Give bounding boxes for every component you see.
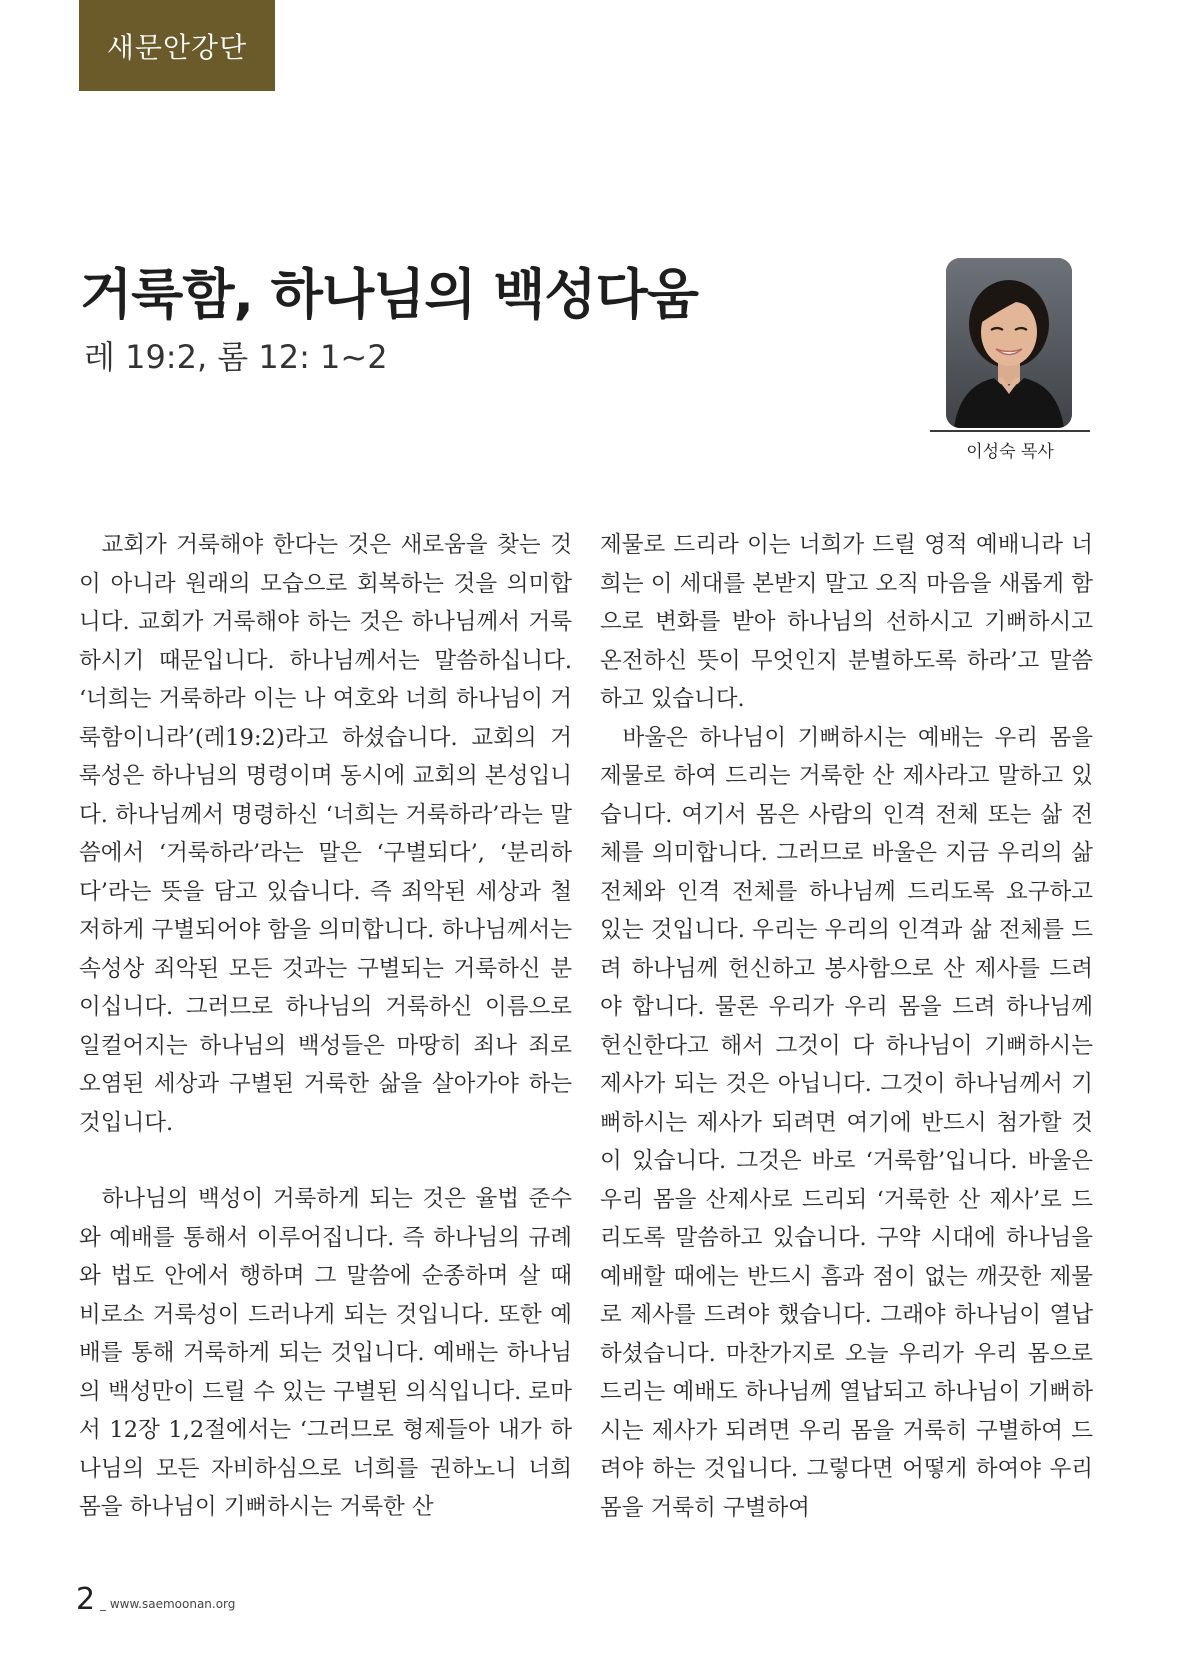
paragraph: 제물로 드리라 이는 너희가 드릴 영적 예배니라 너희는 이 세대를 본받지 말고 오직 마음을 새롭게 함으로 변화를 받아 하나님의 선하시고 기뻐하시고 온전하신 뜻이 무엇인지 분별하도록 하라’고 말씀하고 있습니다. bbox=[600, 532, 1093, 712]
page-number: 2 bbox=[76, 1582, 96, 1617]
paragraph: 교회가 거룩해야 한다는 것은 새로움을 찾는 것이 아니라 원래의 모습으로 회복하는 것을 의미합니다. 교회가 거룩해야 하는 것은 하나님께서 거룩하시기 때문입니다. 하나님께서는 말씀하십니다. ‘너희는 거룩하라 이는 나 여호와 너희 하나님이 거룩함이니라’(레19:2)라고 하셨습니다. 교회의 거룩성은 하나님의 명령이며 동시에 교회의 본성입니다. 하나님께서 명령하신 ‘너희는 거룩하라’라는 말씀에서 ‘거룩하라’라는 말은 ‘구별되다’, ‘분리하다’라는 뜻을 담고 있습니다. 즉 죄악된 세상과 철저하게 구별되어야 함을 의미합니다. 하나님께서는 속성상 죄악된 모든 것과는 구별되는 거룩하신 분이십니다. 그러므로 하나님의 거룩하신 이름으로 일컬어지는 하나님의 백성들은 마땅히 죄나 죄로 오염된 세상과 구별된 거룩한 삶을 살아가야 하는 것입니다. bbox=[79, 532, 572, 1136]
body-column-right bbox=[600, 526, 1093, 1527]
body-column-left bbox=[79, 526, 572, 1527]
scripture-reference: 레 19:2, 롬 12: 1~2 bbox=[84, 338, 388, 376]
portrait-image bbox=[946, 258, 1072, 428]
author-photo bbox=[946, 258, 1072, 428]
paragraph: 하나님의 백성이 거룩하게 되는 것은 율법 준수와 예배를 통해서 이루어집니다. 즉 하나님의 규례와 법도 안에서 행하며 그 말씀에 순종하며 살 때 비로소 거룩성이 드러나게 되는 것입니다. 또한 예배를 통해 거룩하게 되는 것입니다. 예배는 하나님의 백성만이 드릴 수 있는 구별된 의식입니다. 로마서 12장 1,2절에서는 ‘그러므로 형제들아 내가 하나님의 모든 자비하심으로 너희를 권하노니 너희 몸을 하나님이 기뻐하시는 거룩한 산 bbox=[79, 1186, 572, 1520]
footer-url: _ www.saemoonan.org bbox=[100, 1597, 236, 1611]
section-label: 새문안강단 bbox=[79, 0, 275, 91]
paragraph: 바울은 하나님이 기뻐하시는 예배는 우리 몸을 제물로 하여 드리는 거룩한 산 제사라고 말하고 있습니다. 여기서 몸은 사람의 인격 전체 또는 삶 전체를 의미합니다. 그러므로 바울은 지금 우리의 삶 전체와 인격 전체를 하나님께 드리도록 요구하고 있는 것입니다. 우리는 우리의 인격과 삶 전체를 드려 하나님께 헌신하고 봉사함으로 산 제사를 드려야 합니다. 물론 우리가 우리 몸을 드려 하나님께 헌신한다고 해서 그것이 다 하나님이 기뻐하시는 제사가 되는 것은 아닙니다. 그것이 하나님께서 기뻐하시는 제사가 되려면 여기에 반드시 첨가할 것이 있습니다. 그것은 바로 ‘거룩함’입니다. 바울은 우리 몸을 산제사로 드리되 ‘거룩한 산 제사’로 드리도록 말씀하고 있습니다. 구약 시대에 하나님을 예배할 때에는 반드시 흠과 점이 없는 깨끗한 제물로 제사를 드려야 했습니다. 그래야 하나님이 열납하셨습니다. 마찬가지로 오늘 우리가 우리 몸으로 드리는 예배도 하나님께 열납되고 하나님이 기뻐하시는 제사가 되려면 우리 몸을 거룩히 구별하여 드려야 하는 것입니다. 그렇다면 어떻게 하여야 우리 몸을 거룩히 구별하여 bbox=[600, 724, 1093, 1521]
page-title: 거룩함, 하나님의 백성다움 bbox=[80, 263, 698, 326]
author-name: 이성숙 목사 bbox=[966, 442, 1054, 462]
caption-divider bbox=[930, 430, 1090, 432]
